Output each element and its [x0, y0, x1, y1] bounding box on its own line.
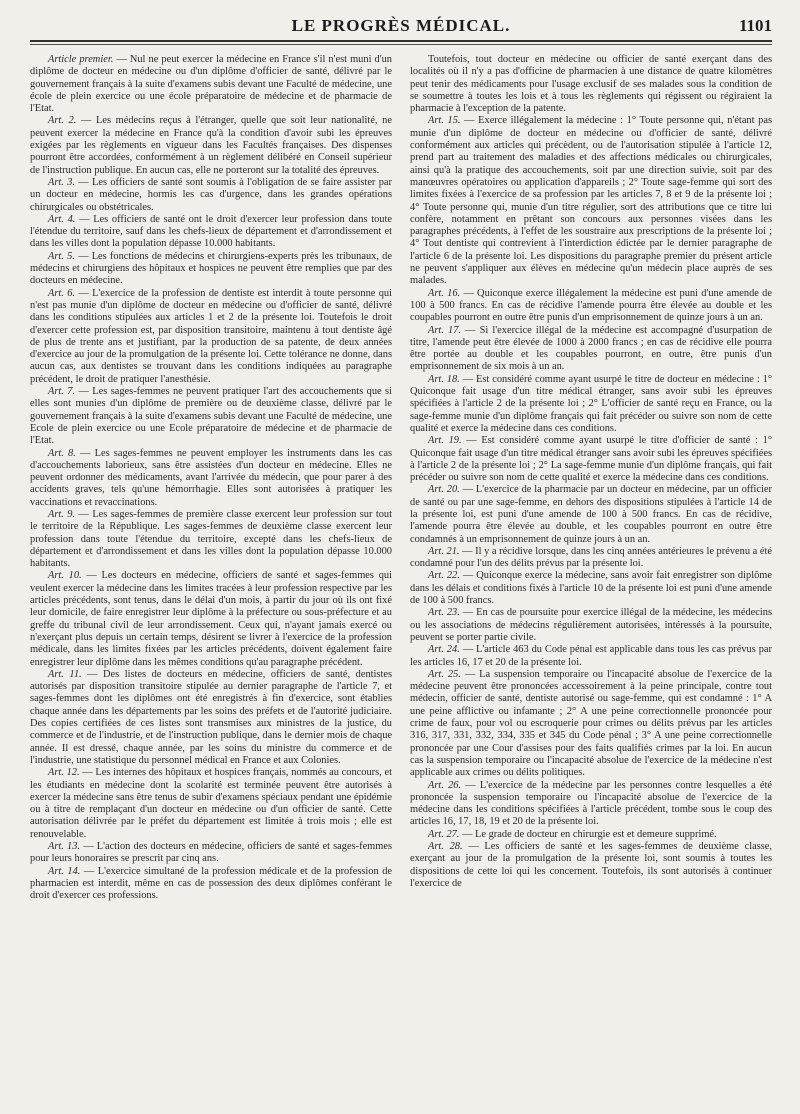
- article-text: — L'exercice de la pharmacie par un docteur en médecine, par un officier de santé ou par une sage-femme, en dehors des dispositions stipulées à l'article 14 de la présente loi, est puni d'une amende de 100 à 500 francs. En cas de récidive, l'amende pourra être élevée au double, et les coupables pourront en outre être condamnés à un emprisonnement de quinze jours à un an.: [410, 484, 772, 545]
- left-column: [30, 54, 392, 1104]
- article-paragraph: [30, 386, 392, 447]
- page-header: [30, 16, 772, 38]
- article-heading: Art. 21.: [428, 545, 460, 557]
- article-heading: Art. 13.: [48, 841, 81, 852]
- article-paragraph: [410, 435, 772, 484]
- article-heading: Art. 19.: [428, 435, 462, 447]
- article-heading: Article premier.: [48, 54, 114, 65]
- article-text: — Il y a récidive lorsque, dans les cinq années antérieures le prévenu a été condamné pour l'un des délits prévus par la présente loi.: [410, 545, 772, 570]
- article-paragraph: [410, 115, 772, 287]
- article-heading: Art. 7.: [48, 386, 76, 398]
- article-heading: Art. 22.: [428, 570, 460, 582]
- text-columns: [30, 54, 772, 1104]
- article-paragraph: [30, 866, 392, 903]
- article-heading: Art. 17.: [428, 324, 461, 336]
- article-text: — Les docteurs en médecine, officiers de santé et sages-femmes qui veulent exercer la médecine dans les limites tracées à leur profession respective par les articles précédents, sont tenus, dans le délai d'un mois, à partir du jour où ils ont fixé leur domicile, de faire enregistrer leur diplôme à la préfecture ou sous-préfecture et au greffe du tribunal civil de leur arrondissement. Ceux qui, n'ayant jamais exercé ou n'exerçant plus depuis un certain temps, désirent se livrer à l'exercice de la profession médicale, dans les limites fixées par les articles précédents, doivent également faire enregistrer leur diplôme dans les mêmes conditions qu'au paragraphe précédent.: [30, 570, 392, 668]
- article-paragraph: [410, 570, 772, 607]
- article-paragraph: [30, 669, 392, 767]
- article-heading: Art. 27.: [428, 828, 460, 840]
- article-paragraph: [410, 325, 772, 374]
- article-text: — L'exercice de la profession de dentiste est interdit à toute personne qui n'est pas munie d'un diplôme de docteur en médecine ou d'officier de santé, délivré dans les conditions stipulées aux articles 1 et 2 de la présente loi. Toutefois le droit d'exercer cette profession est, par disposition transitoire, maintenu à tout dentiste âgé de plus de trente ans et justifiant, par la production de sa patente, de deux années d'exercice au jour de la promulgation de la présente loi. Cette tolérance ne donne, dans aucun cas, aux dentistes se trouvant dans les conditions indiquées au paragraphe précédent, le droit de pratiquer l'anesthésie.: [30, 287, 392, 385]
- article-text: — L'exercice simultané de la profession médicale et de la profession de pharmacien est interdit, même en cas de possession des deux diplômes conférant le droit d'exercer ces professions.: [30, 865, 392, 902]
- article-heading: Art. 9.: [48, 508, 76, 520]
- article-paragraph: [410, 841, 772, 890]
- article-heading: Art. 5.: [48, 250, 75, 262]
- right-column: [410, 54, 772, 1104]
- header-rule: [30, 40, 772, 42]
- article-heading: Art. 3.: [48, 176, 75, 188]
- article-heading: Art. 4.: [48, 213, 76, 225]
- article-paragraph: [410, 829, 772, 841]
- page-number: 1101: [738, 16, 772, 35]
- article-paragraph: [410, 54, 772, 115]
- article-paragraph: [30, 177, 392, 214]
- article-text: — Les sages-femmes ne peuvent pratiquer l'art des accouchements que si elles sont munies d'un diplôme de première ou de deuxième classe, délivré par le gouvernement français à la suite d'examens subis devant une Faculté de médecine, une Ecole de plein exercice ou une Ecole préparatoire de médecine et de pharmacie de l'Etat.: [30, 386, 392, 447]
- article-text: — L'exercice de la médecine par les personnes contre lesquelles a été prononcée la suspension temporaire ou l'incapacité absolue de l'exercice de la médecine dans les conditions spécifiées à l'article précédent, tombe sous le coup des articles 16, 17, 18, 19 et 20 de la présente loi.: [410, 779, 772, 828]
- article-paragraph: [30, 54, 392, 115]
- article-paragraph: [30, 115, 392, 176]
- article-heading: Art. 28.: [428, 841, 463, 852]
- article-text: — Si l'exercice illégal de la médecine est accompagné d'usurpation de titre, l'amende peut être élevée de 1000 à 2000 francs ; en cas de récidive elle pourra être portée au double et les coupables pourront, en outre, être punis d'un emprisonnement de six mois à un an.: [410, 324, 772, 373]
- article-text: — Exerce illégalement la médecine : 1° Toute personne qui, n'étant pas munie d'un diplôme de docteur en médecine ou d'officier de santé, délivré conformément aux articles qui précèdent, ou de l'autorisation stipulée à l'article 12, prend part au traitement des maladies et des affections médicales ou chirurgicales, ainsi qu'à la pratique des accouchements, soit par une direction suivie, soit par des manœuvres opératoires ou application d'appareils ; 2° Toute sage-femme qui sort des limites fixées à l'exercice de sa profession par les articles 7, 8 et 9 de la présente loi ; 4° Toute personne qui, munie d'un titre régulier, sort des attributions que ce titre lui confère, notamment en prêtant son concours aux personnes visées dans les paragraphes précédents, à l'effet de les soustraire aux prescriptions de la présente loi ; 4° Tout dentiste qui contrevient à l'interdiction édictée par le dernier paragraphe de l'article 6 de la présente loi. Les dispositions du paragraphe premier du présent article ne peuvent s'appliquer aux élèves en médecine qu'un médecin place auprès de ses malades.: [410, 115, 772, 287]
- article-text: — Nul ne peut exercer la médecine en France s'il n'est muni d'un diplôme de docteur en médecine ou d'un diplôme d'officier de santé, délivré par le gouvernement français à la suite d'examens subis devant une Faculté de médecine, une école de plein exercice ou une école préparatoire de médecine et de pharmacie de l'Etat.: [30, 54, 392, 115]
- article-heading: Art. 16.: [428, 287, 461, 299]
- article-paragraph: [410, 644, 772, 669]
- article-text: — Les sages-femmes de première classe exercent leur profession sur tout le territoire de la République. Les sages-femmes de deuxième classe exercent leur profession dans toute l'étendue du territoire, excepté dans les chefs-lieux de département et d'arrondissement et dans les villes dont la population dépasse 10.000 habitants.: [30, 508, 392, 570]
- article-text: — La suspension temporaire ou l'incapacité absolue de l'exercice de la médecine peuvent être prononcées accessoirement à la peine principale, contre tout médecin, officier de santé, dentiste autorisé ou sage-femme, qui est condamné : 1° A une peine afflictive ou infamante ; 2° A une peine correctionnelle prononcée pour crime de faux, pour vol ou escroquerie pour crimes ou délits prévus par les articles 316, 317, 331, 332, 334, 335 et 345 du Code pénal ; 3° A une peine correctionnelle prononcée par une Cour d'assises pour des faits qualifiés crimes par la loi. En aucun cas la suspension temporaire ou l'incapacité absolue de l'exercice de la médecine n'est applicable aux crimes ou délits politiques.: [410, 668, 772, 779]
- article-heading: Art. 2.: [48, 115, 77, 127]
- article-paragraph: [410, 780, 772, 829]
- article-paragraph: [30, 767, 392, 841]
- article-heading: Art. 26.: [428, 779, 462, 791]
- article-paragraph: [30, 448, 392, 509]
- article-paragraph: [410, 546, 772, 571]
- article-heading: Art. 8.: [48, 447, 76, 459]
- article-text: — Est considéré comme ayant usurpé le titre de docteur en médecine : 1° Quiconque fait usage d'un titre médical étranger, sans avoir subi les épreuves spécifiées à l'article 2 de la présente loi ; 2° L'officier de santé reçu en France, ou la sage-femme munie d'un diplôme français qui fait précéder ou suivre son nom de cette qualité et exerce la médecine dans ces conditions.: [410, 373, 772, 434]
- article-heading: Art. 15.: [428, 115, 461, 127]
- article-heading: Art. 10.: [48, 570, 82, 582]
- article-heading: Art. 6.: [48, 287, 76, 299]
- article-text: Toutefois, tout docteur en médecine ou officier de santé exerçant dans des localités où il n'y a pas d'officine de pharmacien à une distance de quatre kilomètres peut tenir des médicaments pour l'usage exclusif de ses malades sous la condition de se soumettre à toutes les lois et à tous les règlements qui régissent ou régiraient la pharmacie à l'exception de la patente.: [410, 54, 772, 115]
- article-text: — Les fonctions de médecins et chirurgiens-experts près les tribunaux, de médecins et chirurgiens des hôpitaux et hospices ne peuvent être remplies que par des docteurs en médecine.: [30, 250, 392, 287]
- article-paragraph: [410, 374, 772, 435]
- article-text: — Les médecins reçus à l'étranger, quelle que soit leur nationalité, ne peuvent exercer la médecine en France qu'à la condition d'avoir subi les épreuves exigées par les règlements en vigueur dans les Facultés françaises. Des dispenses pourront être accordées, conformément à un règlement délibéré en Conseil supérieur de l'instruction publique. En aucun cas, elle ne porteront sur la totalité des épreuves.: [30, 115, 392, 176]
- article-heading: Art. 18.: [428, 373, 460, 385]
- article-heading: Art. 25.: [428, 668, 461, 680]
- article-text: — Quiconque exerce la médecine, sans avoir fait enregistrer son diplôme dans les délais et conditions fixés à l'article 10 de la présente loi est puni d'une amende de 100 à 500 francs.: [410, 570, 772, 607]
- article-paragraph: [30, 288, 392, 386]
- article-heading: Art. 12.: [48, 767, 80, 779]
- article-text: — Est considéré comme ayant usurpé le titre d'officier de santé : 1° Quiconque fait usage d'un titre médical étranger sans avoir subi les épreuves spécifiées à l'article 2 de la présente loi ; 2° La sage-femme munie d'un diplôme français, qui fait précéder ou suivre son nom de cette qualité et exerce la médecine dans ces conditions.: [410, 435, 772, 484]
- article-text: — Les sages-femmes ne peuvent employer les instruments dans les cas d'accouchements laborieux, sans être assistées d'un docteur en médecine. Elles ne peuvent ordonner des médicaments, avant l'arrivée du médecin, que pour parer à des accidents graves, tels qu'une hémorrhagie. Elles sont autorisées à pratiquer les vaccinations et revaccinations.: [30, 447, 392, 508]
- article-text: — Les officiers de santé ont le droit d'exercer leur profession dans toute l'étendue du territoire, sauf dans les chefs-lieux de département et d'arrondissement et dans les villes dont la population dépasse 10.000 habitants.: [30, 213, 392, 250]
- article-heading: Art. 11.: [48, 668, 82, 680]
- article-paragraph: [410, 607, 772, 644]
- article-heading: Art. 20.: [428, 484, 460, 496]
- article-paragraph: [30, 509, 392, 570]
- article-text: — Des listes de docteurs en médecine, officiers de santé, dentistes autorisés par disposition transitoire stipulée au dernier paragraphe de l'article 7, et sages-femmes dont les diplômes ont été enregistrés à fin d'exercice, sont établies chaque année dans les départements par les soins des préfets et de l'autorité judiciaire. Des copies certifiées de ces listes sont transmises aux ministres de la justice, du commerce et de l'industrie, et de l'instruction publique, dans le dernier mois de chaque année. Il est dressé, chaque année, par les soins du ministre du commerce et de l'industrie, une statistique du personnel médical en France et aux Colonies.: [30, 668, 392, 766]
- article-paragraph: [410, 669, 772, 780]
- article-heading: Art. 14.: [48, 865, 81, 877]
- article-text: — L'article 463 du Code pénal est applicable dans tous les cas prévus par les articles 16, 17 et 20 de la présente loi.: [410, 644, 772, 668]
- article-paragraph: [30, 251, 392, 288]
- header-rule-thin: [30, 44, 772, 45]
- article-heading: Art. 24.: [428, 644, 460, 656]
- article-paragraph: [410, 288, 772, 325]
- article-paragraph: [410, 484, 772, 545]
- article-text: — Les officiers de santé et les sages-femmes de deuxième classe, exerçant au jour de la promulgation de la présente loi, sont soumis à toutes les dispositions de cette loi qui les concernent. Toutefois, ils sont autorisés à continuer l'exercice de: [410, 841, 772, 889]
- article-paragraph: [30, 841, 392, 866]
- article-text: — Les internes des hôpitaux et hospices français, nommés au concours, et les étudiants en médecine dont la scolarité est terminée peuvent être autorisés à exercer la médecine sans être tenus de subir d'examens spéciaux pendant une épidémie ou à titre de remplaçant d'un docteur en médecine ou d'un officier de santé. Cette autorisation délivrée par le préfet du département est limitée à trois mois ; elle est renouvelable.: [30, 767, 392, 840]
- journal-title: LE PROGRÈS MÉDICAL.: [291, 16, 511, 35]
- article-paragraph: [30, 570, 392, 668]
- article-text: — Les officiers de santé sont soumis à l'obligation de se faire assister par un docteur en médecine, hormis les cas d'urgence, dans les grandes opérations chirurgicales ou obstétricales.: [30, 176, 392, 213]
- article-heading: Art. 23.: [428, 607, 460, 619]
- article-text: — En cas de poursuite pour exercice illégal de la médecine, les médecins ou les associations de médecins régulièrement autorisées, intéressés à la poursuite, peuvent se porter partie civile.: [410, 607, 772, 643]
- article-text: — Quiconque exerce illégalement la médecine est puni d'une amende de 100 à 500 francs. En cas de récidive l'amende pourra être élevée au double et les coupables pourront en outre être punis d'un emprisonnement de quinze jours à un an.: [410, 287, 772, 324]
- article-text: — L'action des docteurs en médecine, officiers de santé et sages-femmes pour leurs honoraires se prescrit par cinq ans.: [30, 841, 392, 865]
- article-text: — Le grade de docteur en chirurgie est et demeure supprimé.: [459, 828, 717, 840]
- article-paragraph: [30, 214, 392, 251]
